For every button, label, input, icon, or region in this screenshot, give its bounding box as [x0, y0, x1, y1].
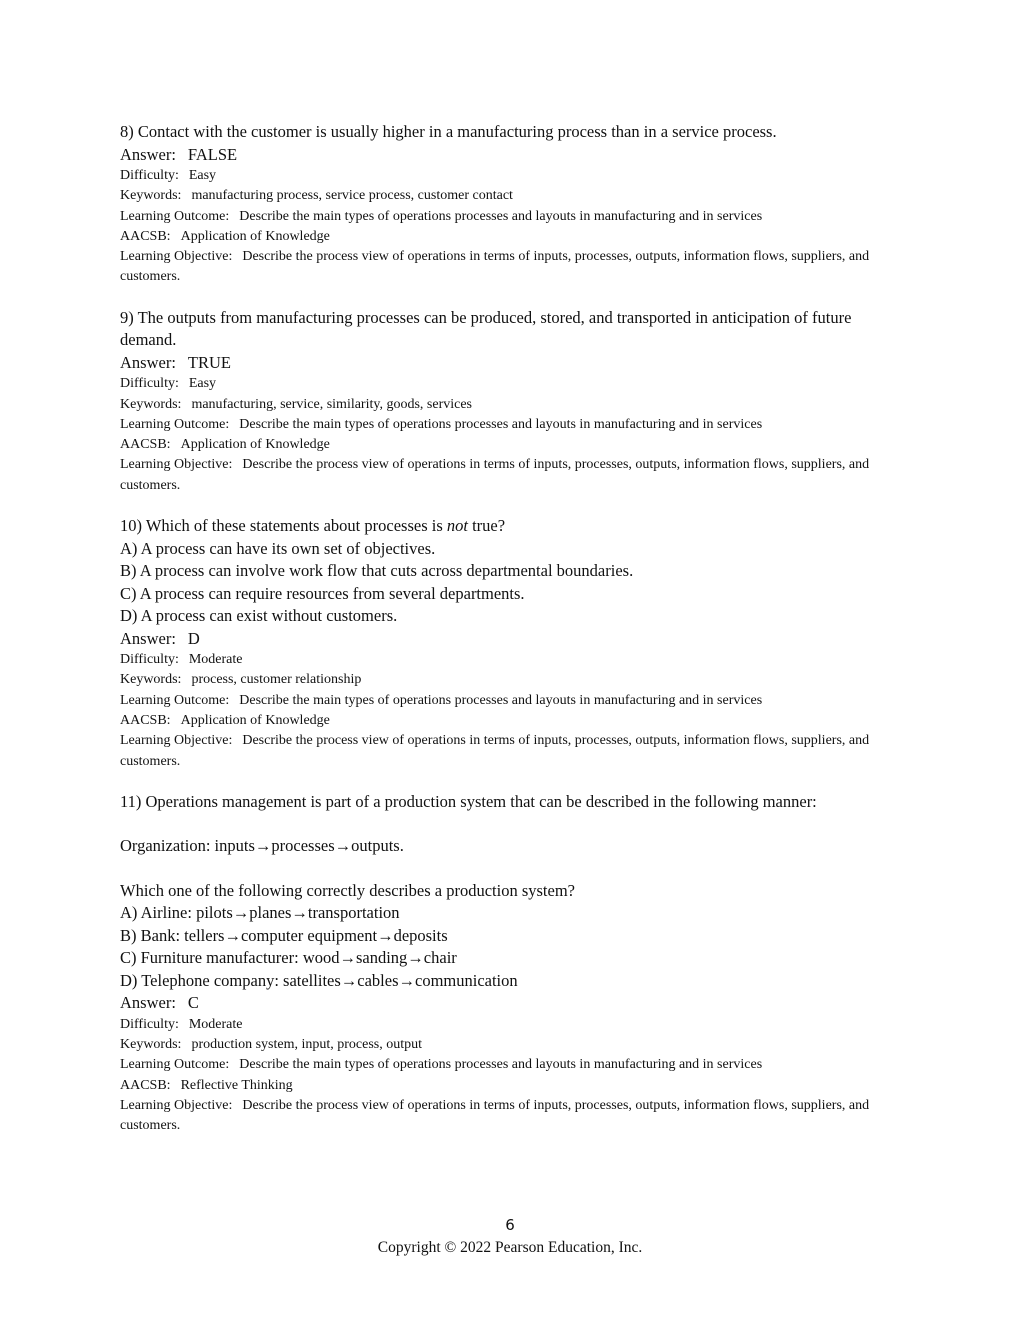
answer-label: Answer:: [120, 628, 176, 648]
question-text-emphasis: not: [446, 516, 468, 536]
keywords-line: [120, 186, 910, 206]
answer-value: D: [187, 628, 200, 648]
learning-outcome-value: Describe the main types of operations processes and layouts in manufacturing and in services: [239, 416, 763, 432]
keywords-value: manufacturing, service, similarity, goods, services: [191, 396, 473, 412]
difficulty-line: [120, 166, 910, 186]
aacsb-value: Application of Knowledge: [180, 228, 330, 244]
learning-objective-value: Describe the process view of operations in terms of inputs, processes, outputs, information flows, suppliers, and customers.: [120, 1098, 870, 1134]
blank-line: [120, 858, 910, 880]
difficulty-value: Easy: [188, 376, 217, 392]
learning-objective-value: Describe the process view of operations in terms of inputs, processes, outputs, information flows, suppliers, and customers.: [120, 249, 870, 285]
answer-value: FALSE: [187, 144, 238, 164]
learning-outcome-line: [120, 207, 910, 227]
learning-objective-line: [120, 1096, 910, 1137]
question-10: [120, 515, 910, 772]
learning-outcome-label: Learning Outcome:: [120, 416, 230, 432]
aacsb-line: [120, 227, 910, 247]
choice-c: C) Furniture manufacturer: wood→sanding→chair: [120, 948, 457, 968]
copyright-notice: Copyright © 2022 Pearson Education, Inc.: [377, 1239, 643, 1256]
learning-outcome-value: Describe the main types of operations processes and layouts in manufacturing and in services: [239, 692, 763, 708]
aacsb-label: AACSB:: [120, 228, 171, 244]
answer-label: Answer:: [120, 993, 176, 1013]
aacsb-value: Reflective Thinking: [180, 1077, 293, 1093]
difficulty-label: Difficulty:: [120, 652, 179, 668]
question-text-end: true?: [467, 516, 506, 536]
answer-label: Answer:: [120, 352, 176, 372]
learning-objective-label: Learning Objective:: [120, 733, 233, 749]
page-number: 6: [505, 1216, 515, 1234]
aacsb-line: [120, 1076, 910, 1096]
blank-line: [120, 813, 910, 835]
difficulty-value: Moderate: [188, 652, 243, 668]
choice-d: D) A process can exist without customers.: [120, 606, 398, 626]
aacsb-label: AACSB:: [120, 437, 171, 453]
question-text: 9) The outputs from manufacturing processes can be produced, stored, and transported in anticipation of future demand.: [120, 307, 852, 350]
learning-outcome-label: Learning Outcome:: [120, 1057, 230, 1073]
answer-line: [120, 144, 910, 167]
difficulty-line: [120, 374, 910, 394]
question-text: 8) Contact with the customer is usually higher in a manufacturing process than in a service process.: [120, 122, 777, 141]
learning-objective-line: [120, 455, 910, 496]
learning-outcome-label: Learning Outcome:: [120, 692, 230, 708]
keywords-value: production system, input, process, output: [191, 1037, 423, 1053]
difficulty-line: [120, 650, 910, 670]
question-9: [120, 307, 910, 496]
keywords-label: Keywords:: [120, 396, 182, 412]
difficulty-value: Moderate: [188, 1016, 243, 1032]
aacsb-label: AACSB:: [120, 1077, 171, 1093]
learning-outcome-label: Learning Outcome:: [120, 208, 230, 224]
question-text: 11) Operations management is part of a production system that can be described in the following manner:: [120, 791, 817, 811]
learning-objective-line: [120, 731, 910, 772]
choice-d: D) Telephone company: satellites→cables→communication: [120, 970, 518, 990]
keywords-label: Keywords:: [120, 672, 182, 688]
keywords-line: [120, 670, 910, 690]
learning-objective-line: [120, 247, 910, 288]
aacsb-line: [120, 711, 910, 731]
question-11: [120, 791, 910, 1137]
production-system-formula: Organization: inputs→processes→outputs.: [120, 836, 404, 856]
learning-outcome-value: Describe the main types of operations processes and layouts in manufacturing and in services: [239, 208, 763, 224]
choice-b: B) Bank: tellers→computer equipment→deposits: [120, 925, 448, 945]
keywords-value: manufacturing process, service process, customer contact: [191, 188, 513, 204]
keywords-value: process, customer relationship: [191, 672, 362, 688]
difficulty-label: Difficulty:: [120, 168, 179, 183]
answer-value: TRUE: [187, 352, 231, 372]
difficulty-line: [120, 1015, 910, 1035]
learning-outcome-value: Describe the main types of operations processes and layouts in manufacturing and in services: [239, 1057, 763, 1073]
document-body: [120, 121, 910, 1156]
difficulty-label: Difficulty:: [120, 1016, 179, 1032]
answer-line: [120, 992, 910, 1015]
keywords-label: Keywords:: [120, 1037, 182, 1053]
aacsb-value: Application of Knowledge: [180, 437, 330, 453]
aacsb-value: Application of Knowledge: [180, 712, 330, 728]
learning-outcome-line: [120, 415, 910, 435]
choice-c: C) A process can require resources from several departments.: [120, 583, 525, 603]
answer-line: [120, 628, 910, 651]
aacsb-label: AACSB:: [120, 712, 171, 728]
learning-outcome-line: [120, 1055, 910, 1075]
keywords-line: [120, 1035, 910, 1055]
answer-value: C: [187, 993, 199, 1013]
question-text: [120, 515, 910, 538]
learning-objective-label: Learning Objective:: [120, 249, 233, 265]
keywords-label: Keywords:: [120, 188, 182, 204]
learning-objective-value: Describe the process view of operations in terms of inputs, processes, outputs, information flows, suppliers, and customers.: [120, 733, 870, 769]
keywords-line: [120, 395, 910, 415]
learning-outcome-line: [120, 691, 910, 711]
learning-objective-value: Describe the process view of operations in terms of inputs, processes, outputs, information flows, suppliers, and customers.: [120, 457, 870, 493]
question-prompt: Which one of the following correctly describes a production system?: [120, 880, 575, 900]
choice-a: A) Airline: pilots→planes→transportation: [120, 903, 400, 923]
choice-b: B) A process can involve work flow that cuts across departmental boundaries.: [120, 561, 634, 581]
answer-line: [120, 352, 910, 375]
answer-label: Answer:: [120, 144, 176, 164]
aacsb-line: [120, 435, 910, 455]
learning-objective-label: Learning Objective:: [120, 1098, 233, 1114]
question-text-start: 10) Which of these statements about processes is: [120, 516, 447, 536]
difficulty-label: Difficulty:: [120, 376, 179, 392]
learning-objective-label: Learning Objective:: [120, 457, 233, 473]
choice-a: A) A process can have its own set of objectives.: [120, 538, 436, 558]
difficulty-value: Easy: [188, 168, 217, 183]
question-8: [120, 121, 910, 288]
